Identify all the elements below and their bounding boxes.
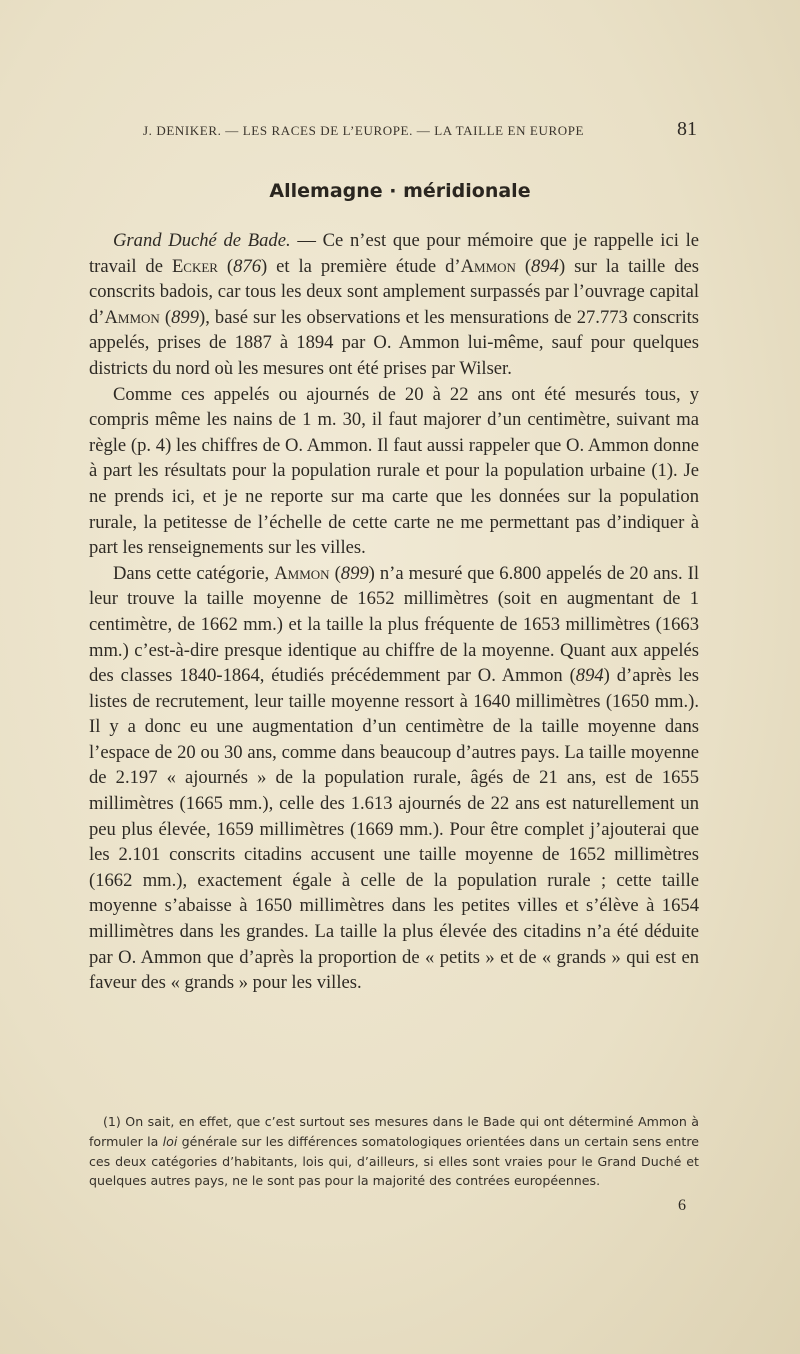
reference-number: 876 xyxy=(233,255,261,277)
body-text xyxy=(89,228,699,996)
subsection-heading: Grand Duché de Bade. xyxy=(113,230,291,251)
author-name: Ammon xyxy=(274,562,330,584)
section-title: Allemagne · méridionale xyxy=(269,180,531,202)
author-name: Ammon xyxy=(460,255,516,277)
page-number: 81 xyxy=(677,118,697,140)
text-run: ) d’après les listes de recrutement, leur taille moyenne ressort à 1640 millimètres (1650 mm.). Il y a donc eu une augmentation d’un centimètre de la taille moyenne dans l’espace de 20 ou 30 ans, comme dans beaucoup d’autres pays. La taille moyenne de 2.197 « ajournés » de la population rurale, âgés de 21 ans, est de 1655 millimètres (1665 mm.), celle des 1.613 ajournés de 22 ans est naturellement un peu plus élevée, 1659 millimètres (1669 mm.). Pour être complet j’ajouterai que les 2.101 conscrits citadins accusent une taille moyenne de 1652 millimètres (1662 mm.), exactement égale à celle de la population rurale ; cette taille moyenne s’abaisse à 1650 millimètres dans les petites villes et s’élève à 1654 millimètres dans les grandes. La taille la plus élevée des citadins n’a été déduite par O. Ammon que d’après la proportion de « petits » et de « grands » qui est en faveur des « grands » pour les villes. xyxy=(89,665,699,994)
text-run: ( xyxy=(159,306,172,328)
paragraph-1 xyxy=(89,228,699,382)
text-run: ( xyxy=(515,255,532,277)
footnote-text xyxy=(89,1112,699,1191)
text-run: ( xyxy=(217,255,234,277)
text-run: ), basé sur les observations et les mensurations de 27.773 conscrits appelés, prises de 1887 à 1894 par O. Ammon lui-même, sauf pour quelques districts du nord où les mesures ont été prises par Wilser. xyxy=(89,306,700,379)
reference-number: 894 xyxy=(531,255,559,277)
signature-mark: 6 xyxy=(678,1197,686,1214)
reference-number: 899 xyxy=(171,306,199,328)
paragraph-2: Comme ces appelés ou ajournés de 20 à 22 ans ont été mesurés tous, y compris même les nains de 1 m. 30, il faut majorer d’un centimètre, suivant ma règle (p. 4) les chiffres de O. Ammon. Il faut aussi rappeler que O. Ammon donne à part les résultats pour la population rurale et pour la population urbaine (1). Je ne prends ici, et je ne reporte sur ma carte que les données sur la population rurale, la petitesse de l’échelle de cette carte ne me permettant pas d’indiquer à part les renseignements sur les villes. xyxy=(89,383,699,559)
text-run: (1) On sait, en effet, que c’est surtout ses mesures dans le Bade qui ont déterminé Ammon à formuler la xyxy=(89,1114,699,1149)
running-head xyxy=(0,118,800,142)
text-run: — Ce n’est que pour mémoire que je rappelle ici le travail de xyxy=(89,230,699,277)
emphasis: loi xyxy=(162,1133,178,1149)
text-run: ) n’a mesuré que 6.800 appelés de 20 ans. Il leur trouve la taille moyenne de 1652 millimètres (soit en augmentant de 1 centimètre, de 1662 mm.) et la taille la plus fréquente de 1653 millimètres (1663 mm.) c’est-à-dire presque identique au chiffre de la moyenne. Quant aux appelés des classes 1840-1864, étudiés précédemment par O. Ammon ( xyxy=(89,562,699,687)
footnote xyxy=(89,1112,699,1191)
text-run: Dans cette catégorie, xyxy=(113,562,275,584)
text-run: ) et la première étude d’ xyxy=(261,255,461,277)
reference-number: 894 xyxy=(575,665,604,687)
author-name: Ecker xyxy=(171,255,218,277)
text-run: ( xyxy=(329,562,341,584)
paragraph-3 xyxy=(89,561,699,996)
reference-number: 899 xyxy=(340,562,369,584)
text-run: ) sur la taille des conscrits badois, car tous les deux sont amplement surpassés par l’ouvrage capital d’ xyxy=(89,255,700,328)
text-run: générale sur les différences somatologiques orientées dans un certain sens entre ces deux catégories d’habitants, lois qui, d’ailleurs, si elles sont vraies pour le Grand Duché et quelques autres pays, ne le sont pas pour la majorité des contrées européennes. xyxy=(89,1133,699,1189)
running-head-text: J. DENIKER. — LES RACES DE L’EUROPE. — LA TAILLE EN EUROPE xyxy=(143,123,585,138)
author-name: Ammon xyxy=(104,306,160,328)
